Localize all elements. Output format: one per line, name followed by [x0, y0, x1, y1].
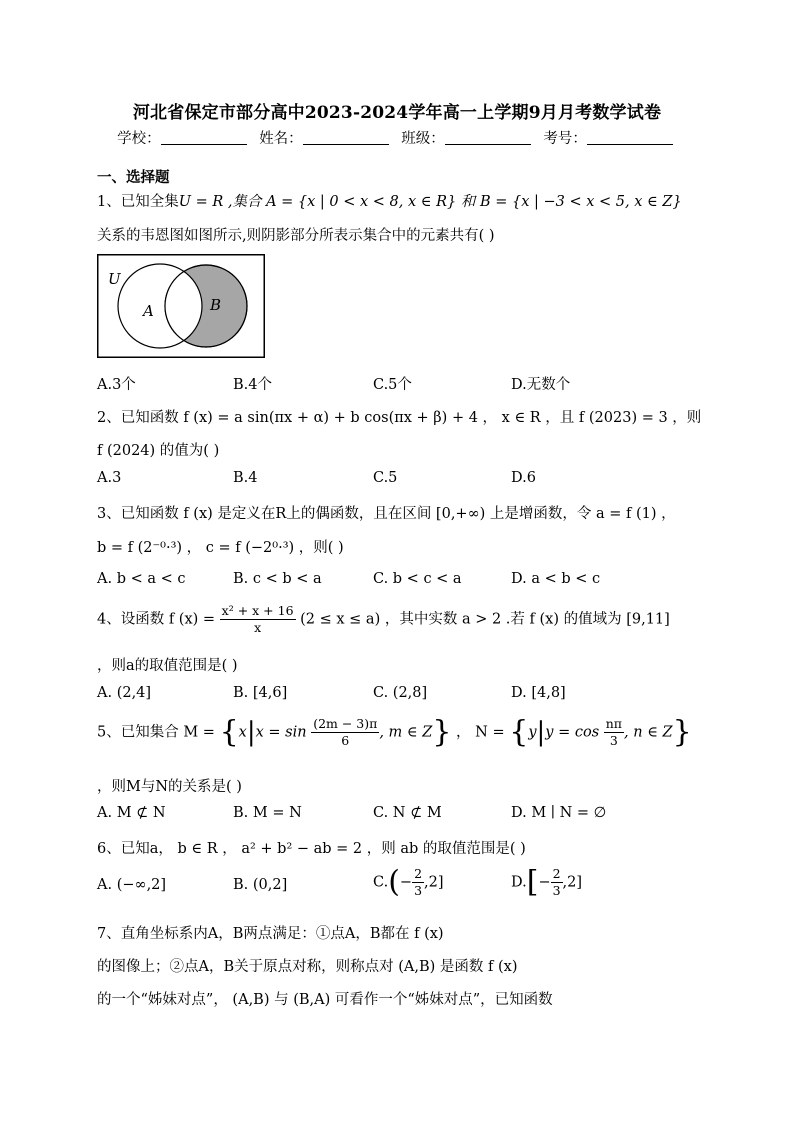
venn-diagram — [97, 254, 265, 358]
q5-m-fraction — [311, 716, 379, 749]
q5-m-tail: , m ∈ Z — [379, 724, 433, 741]
name-label: 姓名： — [259, 131, 303, 147]
q2-option-c[interactable]: C.5 — [373, 470, 398, 486]
q3-option-d[interactable]: D. a < b < c — [511, 571, 601, 587]
q1-option-d[interactable]: D.无数个 — [511, 377, 571, 393]
q3-line2: b = f (2⁻⁰·³) ， c = f (−2⁰·³) ，则( ) — [97, 540, 344, 556]
q5-m-denominator: 6 — [341, 733, 350, 748]
q4-fraction — [220, 603, 296, 636]
q6-option-b[interactable]: B. (0,2] — [233, 877, 288, 893]
q1-line2: 关系的韦恩图如图所示,则阴影部分所表示集合中的元素共有( ) — [97, 228, 495, 244]
q5-option-c[interactable]: C. N ⊄ M — [373, 805, 442, 821]
q5-n-fraction — [604, 716, 624, 749]
q7-line2: 的图像上；②点A，B关于原点对称，则称点对 (A,B) 是函数 f (x) — [97, 959, 518, 975]
q4-option-a[interactable]: A. (2,4] — [97, 685, 152, 701]
q1-line1 — [97, 190, 682, 211]
q5-line2: ，则M与N的关系是( ) — [97, 779, 242, 795]
q2-option-d[interactable]: D.6 — [511, 470, 536, 486]
q4-numerator: x² + x + 16 — [221, 603, 294, 618]
class-blank[interactable] — [445, 130, 531, 145]
school-label: 学校： — [117, 131, 161, 147]
q7-line3: 的一个“姊妹对点”， (A,B) 与 (B,A) 可看作一个“姊妹对点”，已知函数 — [97, 992, 553, 1008]
q6-option-d[interactable]: D.[− $\frac{2}{3}$ ,2] — [511, 864, 583, 900]
q4-suffix: (2 ≤ x ≤ a) ，其中实数 a > 2 .若 f (x) 的值域为 [9,11] — [300, 611, 670, 628]
q3-option-c[interactable]: C. b < c < a — [373, 571, 462, 587]
q6-line1: 6、已知a， b ∈ R ， a² + b² − ab = 2 ，则 ab 的取值范围是( ) — [97, 841, 526, 857]
q3-option-a[interactable]: A. b < a < c — [97, 571, 186, 587]
exam-no-label: 考号： — [543, 131, 587, 147]
q1-option-a[interactable]: A.3个 — [97, 377, 136, 393]
q5-m-expr: x = sin — [255, 724, 307, 741]
exam-title: 河北省保定市部分高中2023-2024学年高一上学期9月月考数学试卷 — [132, 103, 662, 123]
q4-option-d[interactable]: D. [4,8] — [511, 685, 566, 701]
section-title: 一、选择题 — [97, 169, 170, 186]
q3-line1: 3、已知函数 f (x) 是定义在R上的偶函数，且在区间 [0,+∞) 上是增函数，令 a = f (1) ， — [97, 506, 676, 522]
q5-option-a[interactable]: A. M ⊄ N — [97, 805, 166, 821]
q4-prefix: 4、设函数 f (x) = — [97, 611, 216, 628]
q5-option-d[interactable]: D. M ∣ N = ∅ — [511, 805, 607, 821]
q5-n-tail: , n ∈ Z — [624, 724, 673, 741]
q1-option-c[interactable]: C.5个 — [373, 377, 412, 393]
q2-line2: f (2024) 的值为( ) — [97, 443, 220, 459]
venn-label-a: A — [143, 302, 154, 320]
q5-n-var: y — [528, 724, 537, 741]
student-info-row — [0, 127, 794, 148]
q5-m-numerator: (2m − 3)π — [313, 716, 378, 731]
q5-n-denominator: 3 — [609, 733, 618, 748]
q5-n-expr: y = cos — [545, 724, 600, 741]
q4-line2: ，则a的取值范围是( ) — [97, 658, 238, 674]
q2-option-b[interactable]: B.4 — [233, 470, 258, 486]
class-label: 班级： — [401, 131, 445, 147]
q1-prefix: 1、已知全集 — [97, 194, 179, 210]
name-blank[interactable] — [303, 130, 389, 145]
q6-option-a[interactable]: A. (−∞,2] — [97, 877, 167, 893]
q5-prefix: 5、已知集合 M = — [97, 724, 215, 741]
q5-m-var: x — [238, 724, 247, 741]
q2-option-a[interactable]: A.3 — [97, 470, 122, 486]
q3-option-b[interactable]: B. c < b < a — [233, 571, 322, 587]
venn-label-u: U — [108, 270, 121, 288]
venn-label-b: B — [210, 296, 222, 314]
school-blank[interactable] — [161, 130, 247, 145]
exam-no-blank[interactable] — [587, 130, 673, 145]
q6-option-c[interactable]: C.(− $\frac{2}{3}$ ,2] — [373, 864, 444, 900]
q2-line1: 2、已知函数 f (x) = a sin(πx + α) + b cos(πx + β) + 4 ， x ∈ R ，且 f (2023) = 3 ，则 — [97, 410, 702, 426]
q1-option-b[interactable]: B.4个 — [233, 377, 272, 393]
q1-formula: U = R ,集合 A = {x | 0 < x < 8, x ∈ R} 和 B = {x | −3 < x < 5, x ∈ Z} — [178, 194, 682, 210]
q4-denominator: x — [254, 620, 262, 635]
q4-line1 — [97, 603, 670, 636]
q7-line1: 7、直角坐标系内A，B两点满足：①点A，B都在 f (x) — [97, 926, 444, 942]
q4-option-c[interactable]: C. (2,8] — [373, 685, 428, 701]
q5-line1: 5、已知集合 M = {x|x = sin $\frac{(2m - 3)\pi}{6}$ , m ∈ Z} ， N = {y|y = cos $\frac{n\pi}{3}$ , n ∈ Z} — [97, 714, 692, 750]
q5-sep: ， N = — [456, 724, 505, 741]
q4-option-b[interactable]: B. [4,6] — [233, 685, 288, 701]
q5-n-numerator: nπ — [605, 716, 623, 731]
q5-option-b[interactable]: B. M = N — [233, 805, 302, 821]
